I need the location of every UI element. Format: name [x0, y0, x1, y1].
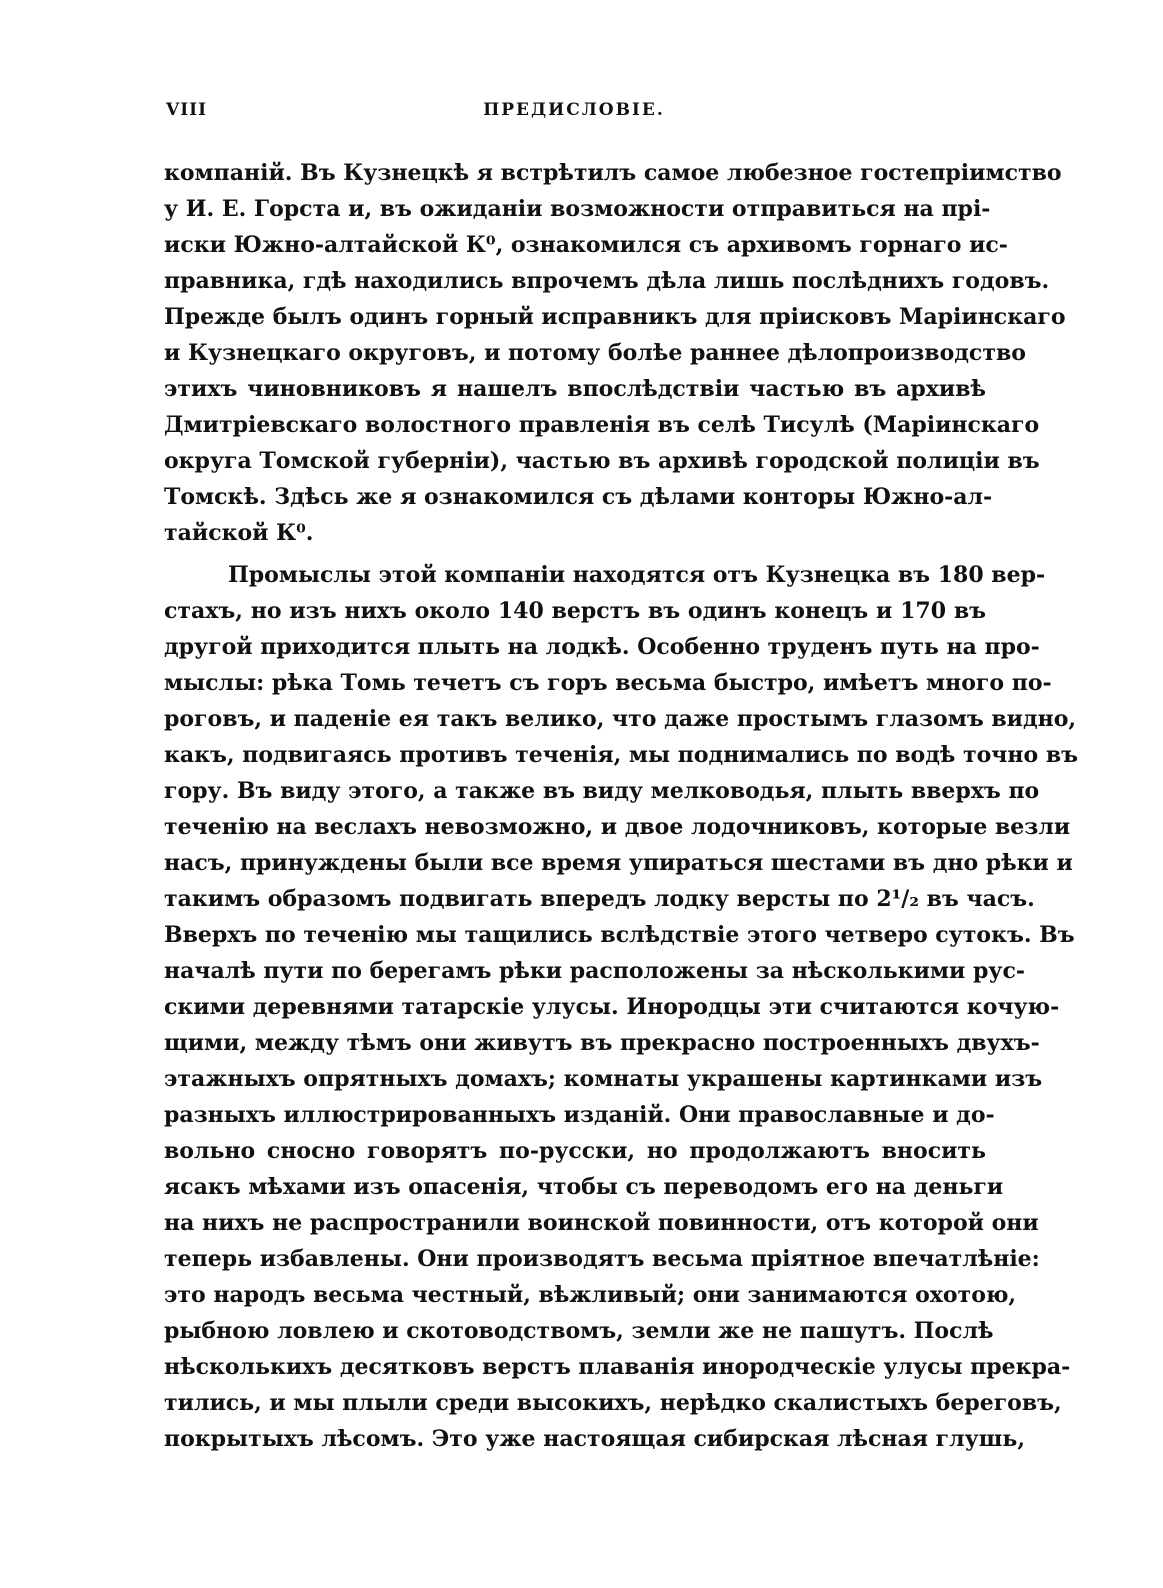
- text-line: Дмитріевскаго волостного правленія въ селѣ Тисулѣ (Маріинскаго: [164, 412, 1040, 438]
- text-line: роговъ, и паденіе ея такъ велико, что даже простымъ глазомъ видно,: [164, 706, 1077, 732]
- page-header: [164, 100, 984, 130]
- text-line: насъ, принуждены были все время упираться шестами въ дно рѣки и: [164, 850, 1073, 876]
- text-line: округа Томской губерніи), частью въ архивѣ городской полиціи въ: [164, 448, 1040, 474]
- text-line: Томскѣ. Здѣсь же я ознакомился съ дѣлами конторы Южно-ал-: [164, 484, 993, 510]
- text-line: этажныхъ опрятныхъ домахъ; комнаты украшены картинками изъ: [164, 1066, 1043, 1092]
- text-line: теперь избавлены. Они производятъ весьма пріятное впечатлѣніе:: [164, 1246, 1040, 1272]
- text-line: Промыслы этой компаніи находятся отъ Кузнецка въ 180 вер-: [228, 562, 1046, 588]
- text-line: нѣсколькихъ десятковъ верстъ плаванія инородческіе улусы прекра-: [164, 1354, 1071, 1380]
- text-line: теченію на веслахъ невозможно, и двое лодочниковъ, которые везли: [164, 814, 1071, 840]
- page-body: [164, 155, 1078, 1457]
- text-line: мыслы: рѣка Томь течетъ съ горъ весьма быстро, имѣетъ много по-: [164, 670, 1052, 696]
- text-line: у И. Е. Горста и, въ ожиданіи возможности отправиться на прі-: [164, 196, 991, 222]
- running-title: ПРЕДИСЛОВІЕ.: [483, 100, 665, 120]
- text-line: покрытыхъ лѣсомъ. Это уже настоящая сибирская лѣсная глушь,: [164, 1426, 1025, 1452]
- text-line: разныхъ иллюстрированныхъ изданій. Они православные и до-: [164, 1102, 995, 1128]
- text-line: началѣ пути по берегамъ рѣки расположены за нѣсколькими рус-: [164, 958, 1025, 984]
- text-line: рыбною ловлею и скотоводствомъ, земли же не пашутъ. Послѣ: [164, 1318, 994, 1344]
- paragraph-2: [164, 557, 1078, 1457]
- text-line: этихъ чиновниковъ я нашелъ впослѣдствіи частью въ архивѣ: [164, 376, 986, 402]
- text-line: ясакъ мѣхами изъ опасенія, чтобы съ переводомъ его на деньги: [164, 1174, 1004, 1200]
- text-line: стахъ, но изъ нихъ около 140 верстъ въ одинъ конецъ и 170 въ: [164, 598, 986, 624]
- text-line: гору. Въ виду этого, а также въ виду мелководья, плыть вверхъ по: [164, 778, 1040, 804]
- text-line: Вверхъ по теченію мы тащились вслѣдствіе этого четверо сутокъ. Въ: [164, 922, 1075, 948]
- text-line: и Кузнецкаго округовъ, и потому болѣе раннее дѣлопроизводство: [164, 340, 1026, 366]
- text-line: такимъ образомъ подвигать впередъ лодку версты по 2¹/₂ въ часъ.: [164, 886, 1035, 912]
- text-line: тайской К⁰.: [164, 520, 314, 546]
- text-line: щими, между тѣмъ они живутъ въ прекрасно построенныхъ двухъ-: [164, 1030, 1040, 1056]
- text-line: Прежде былъ одинъ горный исправникъ для пріисковъ Маріинскаго: [164, 304, 1066, 330]
- text-line: правника, гдѣ находились впрочемъ дѣла лишь послѣднихъ годовъ.: [164, 268, 1050, 294]
- text-line: какъ, подвигаясь противъ теченія, мы поднимались по водѣ точно въ: [164, 742, 1078, 768]
- text-line: иски Южно-алтайской К⁰, ознакомился съ архивомъ горнаго ис-: [164, 232, 1008, 258]
- text-line: вольно сносно говорятъ по-русски, но продолжаютъ вносить: [164, 1138, 986, 1164]
- page-number: VIII: [166, 100, 208, 120]
- paragraph-1: [164, 155, 1066, 551]
- text-line: скими деревнями татарскіе улусы. Инородцы эти считаются кочую-: [164, 994, 1060, 1020]
- text-line: другой приходится плыть на лодкѣ. Особенно труденъ путь на про-: [164, 634, 1040, 660]
- text-line: компаній. Въ Кузнецкѣ я встрѣтилъ самое любезное гостепріимство: [164, 160, 1062, 186]
- text-line: тились, и мы плыли среди высокихъ, нерѣдко скалистыхъ береговъ,: [164, 1390, 1062, 1416]
- text-line: на нихъ не распространили воинской повинности, отъ которой они: [164, 1210, 1039, 1236]
- text-line: это народъ весьма честный, вѣжливый; они занимаются охотою,: [164, 1282, 1017, 1308]
